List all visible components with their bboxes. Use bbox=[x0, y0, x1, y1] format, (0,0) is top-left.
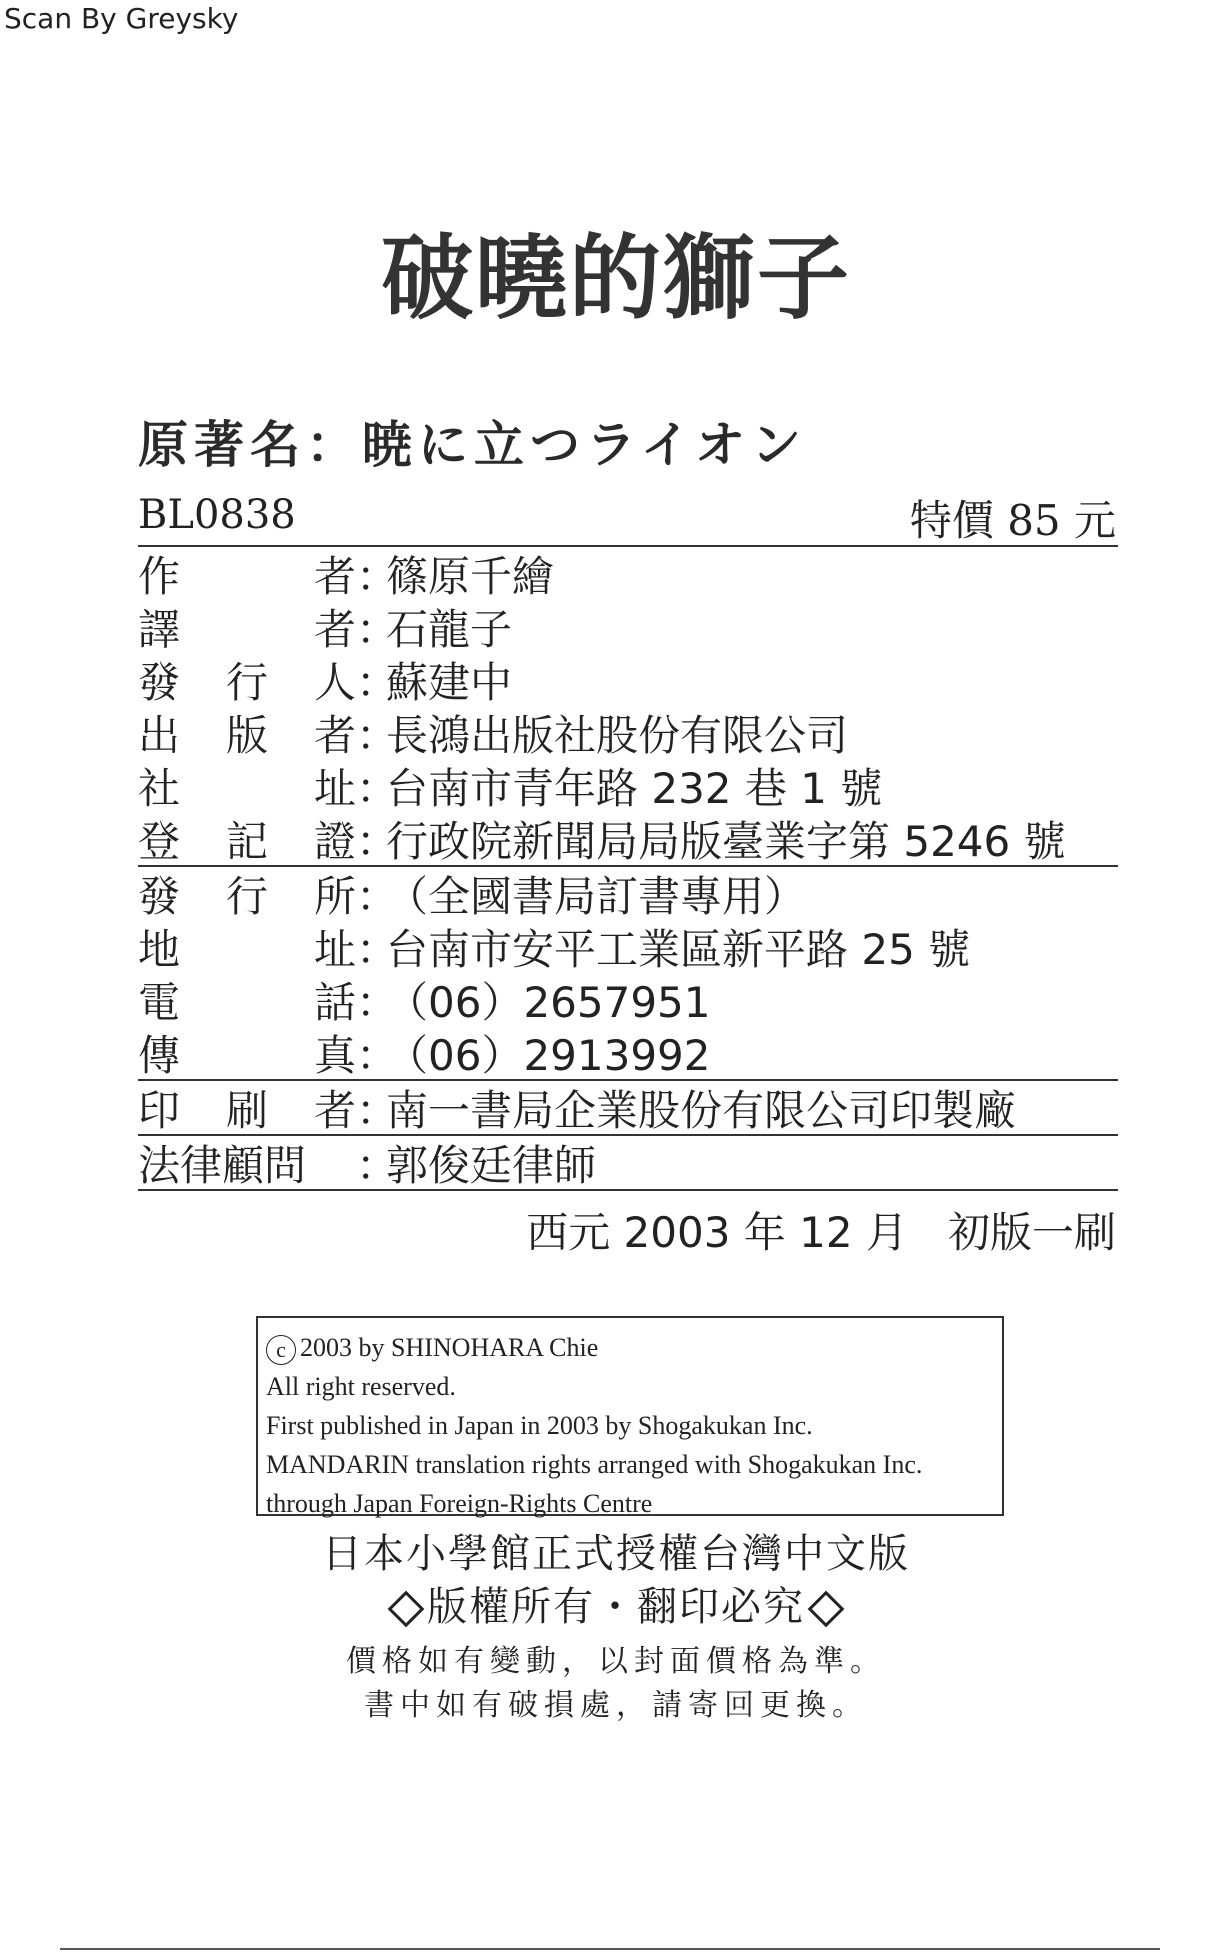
info-label bbox=[138, 1133, 356, 1193]
info-colon: ： bbox=[356, 763, 399, 813]
info-label-char: 版 bbox=[225, 710, 268, 760]
info-colon: ： bbox=[356, 657, 399, 707]
info-label-char: 行 bbox=[225, 657, 268, 707]
info-row bbox=[138, 653, 1118, 706]
info-group-printer bbox=[138, 1081, 1118, 1134]
publication-date: 西元 2003 年 12 月 初版一刷 bbox=[526, 1208, 1116, 1257]
info-value: 南一書局企業股份有限公司印製廠 bbox=[386, 1085, 1017, 1135]
info-label-char: 所 bbox=[313, 871, 356, 921]
info-row bbox=[138, 812, 1118, 865]
info-label-char: 地 bbox=[138, 924, 181, 974]
info-label-char: 話 bbox=[313, 977, 356, 1027]
info-colon: ： bbox=[356, 816, 399, 866]
info-colon: ： bbox=[356, 1085, 399, 1135]
info-label-char: 登 bbox=[138, 816, 181, 866]
page-bottom-line bbox=[60, 1948, 1160, 1950]
info-label bbox=[138, 650, 356, 710]
info-value: 篠原千繪 bbox=[386, 551, 555, 601]
info-label bbox=[138, 1023, 356, 1083]
info-label-char: 真 bbox=[313, 1030, 356, 1080]
info-label-char: 者 bbox=[313, 551, 356, 601]
info-label-char: 址 bbox=[313, 924, 356, 974]
info-label bbox=[138, 703, 356, 763]
info-label bbox=[138, 756, 356, 816]
info-row bbox=[138, 1081, 1118, 1134]
colophon-info bbox=[138, 545, 1118, 1191]
info-label bbox=[138, 544, 356, 604]
book-code: BL0838 bbox=[138, 492, 296, 538]
info-value: （06）2913992 bbox=[386, 1030, 711, 1080]
info-label-char: 作 bbox=[138, 551, 181, 601]
info-row bbox=[138, 1136, 1118, 1189]
info-value: 長鴻出版社股份有限公司 bbox=[386, 710, 849, 760]
info-label-char: 者 bbox=[313, 710, 356, 760]
info-label-char: 出 bbox=[138, 710, 181, 760]
info-label bbox=[138, 597, 356, 657]
info-value: 台南市安平工業區新平路 25 號 bbox=[386, 924, 971, 974]
info-label-char: 址 bbox=[313, 763, 356, 813]
info-label bbox=[138, 970, 356, 1030]
rights-statement bbox=[0, 1575, 1232, 1632]
info-label-char: 記 bbox=[225, 816, 268, 866]
info-colon: ： bbox=[356, 977, 399, 1027]
info-colon: ： bbox=[356, 604, 399, 654]
price-note: 價格如有變動，以封面價格為準。 bbox=[346, 1644, 886, 1679]
copyright-box bbox=[256, 1316, 1004, 1516]
info-colon: ： bbox=[356, 871, 399, 921]
info-label-char: 印 bbox=[138, 1085, 181, 1135]
info-label bbox=[138, 809, 356, 869]
book-title: 破曉的獅子 bbox=[380, 225, 851, 332]
info-row bbox=[138, 867, 1118, 920]
info-label bbox=[138, 864, 356, 924]
info-value: 郭俊廷律師 bbox=[386, 1140, 597, 1190]
copyright-line-5: through Japan Foreign-Rights Centre bbox=[266, 1489, 653, 1518]
info-row bbox=[138, 1026, 1118, 1079]
copyright-line-2: All right reserved. bbox=[266, 1372, 456, 1401]
info-row bbox=[138, 973, 1118, 1026]
scan-credit: Scan By Greysky bbox=[4, 2, 239, 35]
info-row bbox=[138, 920, 1118, 973]
info-row bbox=[138, 706, 1118, 759]
damage-note: 書中如有破損處，請寄回更換。 bbox=[364, 1688, 868, 1723]
copyright-line-4: MANDARIN translation rights arranged with Shogakukan Inc. bbox=[266, 1450, 923, 1479]
info-row bbox=[138, 547, 1118, 600]
info-label-char: 發 bbox=[138, 657, 181, 707]
info-group-publisher bbox=[138, 547, 1118, 865]
info-colon: ： bbox=[356, 710, 399, 760]
info-label-char: 刷 bbox=[225, 1085, 268, 1135]
info-label-char: 發 bbox=[138, 871, 181, 921]
info-label-char: 社 bbox=[138, 763, 181, 813]
info-colon: ： bbox=[356, 1140, 399, 1190]
info-colon: ： bbox=[356, 1030, 399, 1080]
diamond-icon bbox=[388, 1591, 425, 1628]
info-label-char: 電 bbox=[138, 977, 181, 1027]
copyright-line-1 bbox=[266, 1328, 994, 1367]
copyright-text: 2003 by SHINOHARA Chie bbox=[300, 1333, 599, 1362]
info-label-char: 傳 bbox=[138, 1030, 181, 1080]
original-title: 原著名：暁に立つライオン bbox=[138, 416, 807, 474]
info-row bbox=[138, 759, 1118, 812]
info-label bbox=[138, 1078, 356, 1138]
rights-text: 版權所有・翻印必究 bbox=[427, 1584, 805, 1630]
info-colon: ： bbox=[356, 924, 399, 974]
info-row bbox=[138, 600, 1118, 653]
info-label-char: 行 bbox=[225, 871, 268, 921]
info-value: 台南市青年路 232 巷 1 號 bbox=[386, 763, 883, 813]
info-group-lawyer bbox=[138, 1136, 1118, 1189]
info-label-char: 者 bbox=[313, 1085, 356, 1135]
book-price: 特價 85 元 bbox=[909, 496, 1116, 545]
info-value: 蘇建中 bbox=[386, 657, 513, 707]
info-value: 石龍子 bbox=[386, 604, 513, 654]
info-label bbox=[138, 917, 356, 977]
info-label-char: 人 bbox=[313, 657, 356, 707]
info-colon: ： bbox=[356, 551, 399, 601]
info-value: （全國書局訂書專用） bbox=[386, 871, 807, 921]
info-label-char: 證 bbox=[313, 816, 356, 866]
authorization-statement: 日本小學館正式授權台灣中文版 bbox=[322, 1531, 910, 1577]
info-value: 行政院新聞局局版臺業字第 5246 號 bbox=[386, 816, 1066, 866]
info-label-char: 者 bbox=[313, 604, 356, 654]
copyright-symbol-icon: c bbox=[266, 1335, 296, 1365]
diamond-icon bbox=[808, 1591, 845, 1628]
info-group-distributor bbox=[138, 867, 1118, 1079]
info-label-char: 譯 bbox=[138, 604, 181, 654]
copyright-line-3: First published in Japan in 2003 by Shogakukan Inc. bbox=[266, 1411, 813, 1440]
info-value: （06）2657951 bbox=[386, 977, 711, 1027]
info-label-char: 法律顧問 bbox=[138, 1140, 307, 1190]
